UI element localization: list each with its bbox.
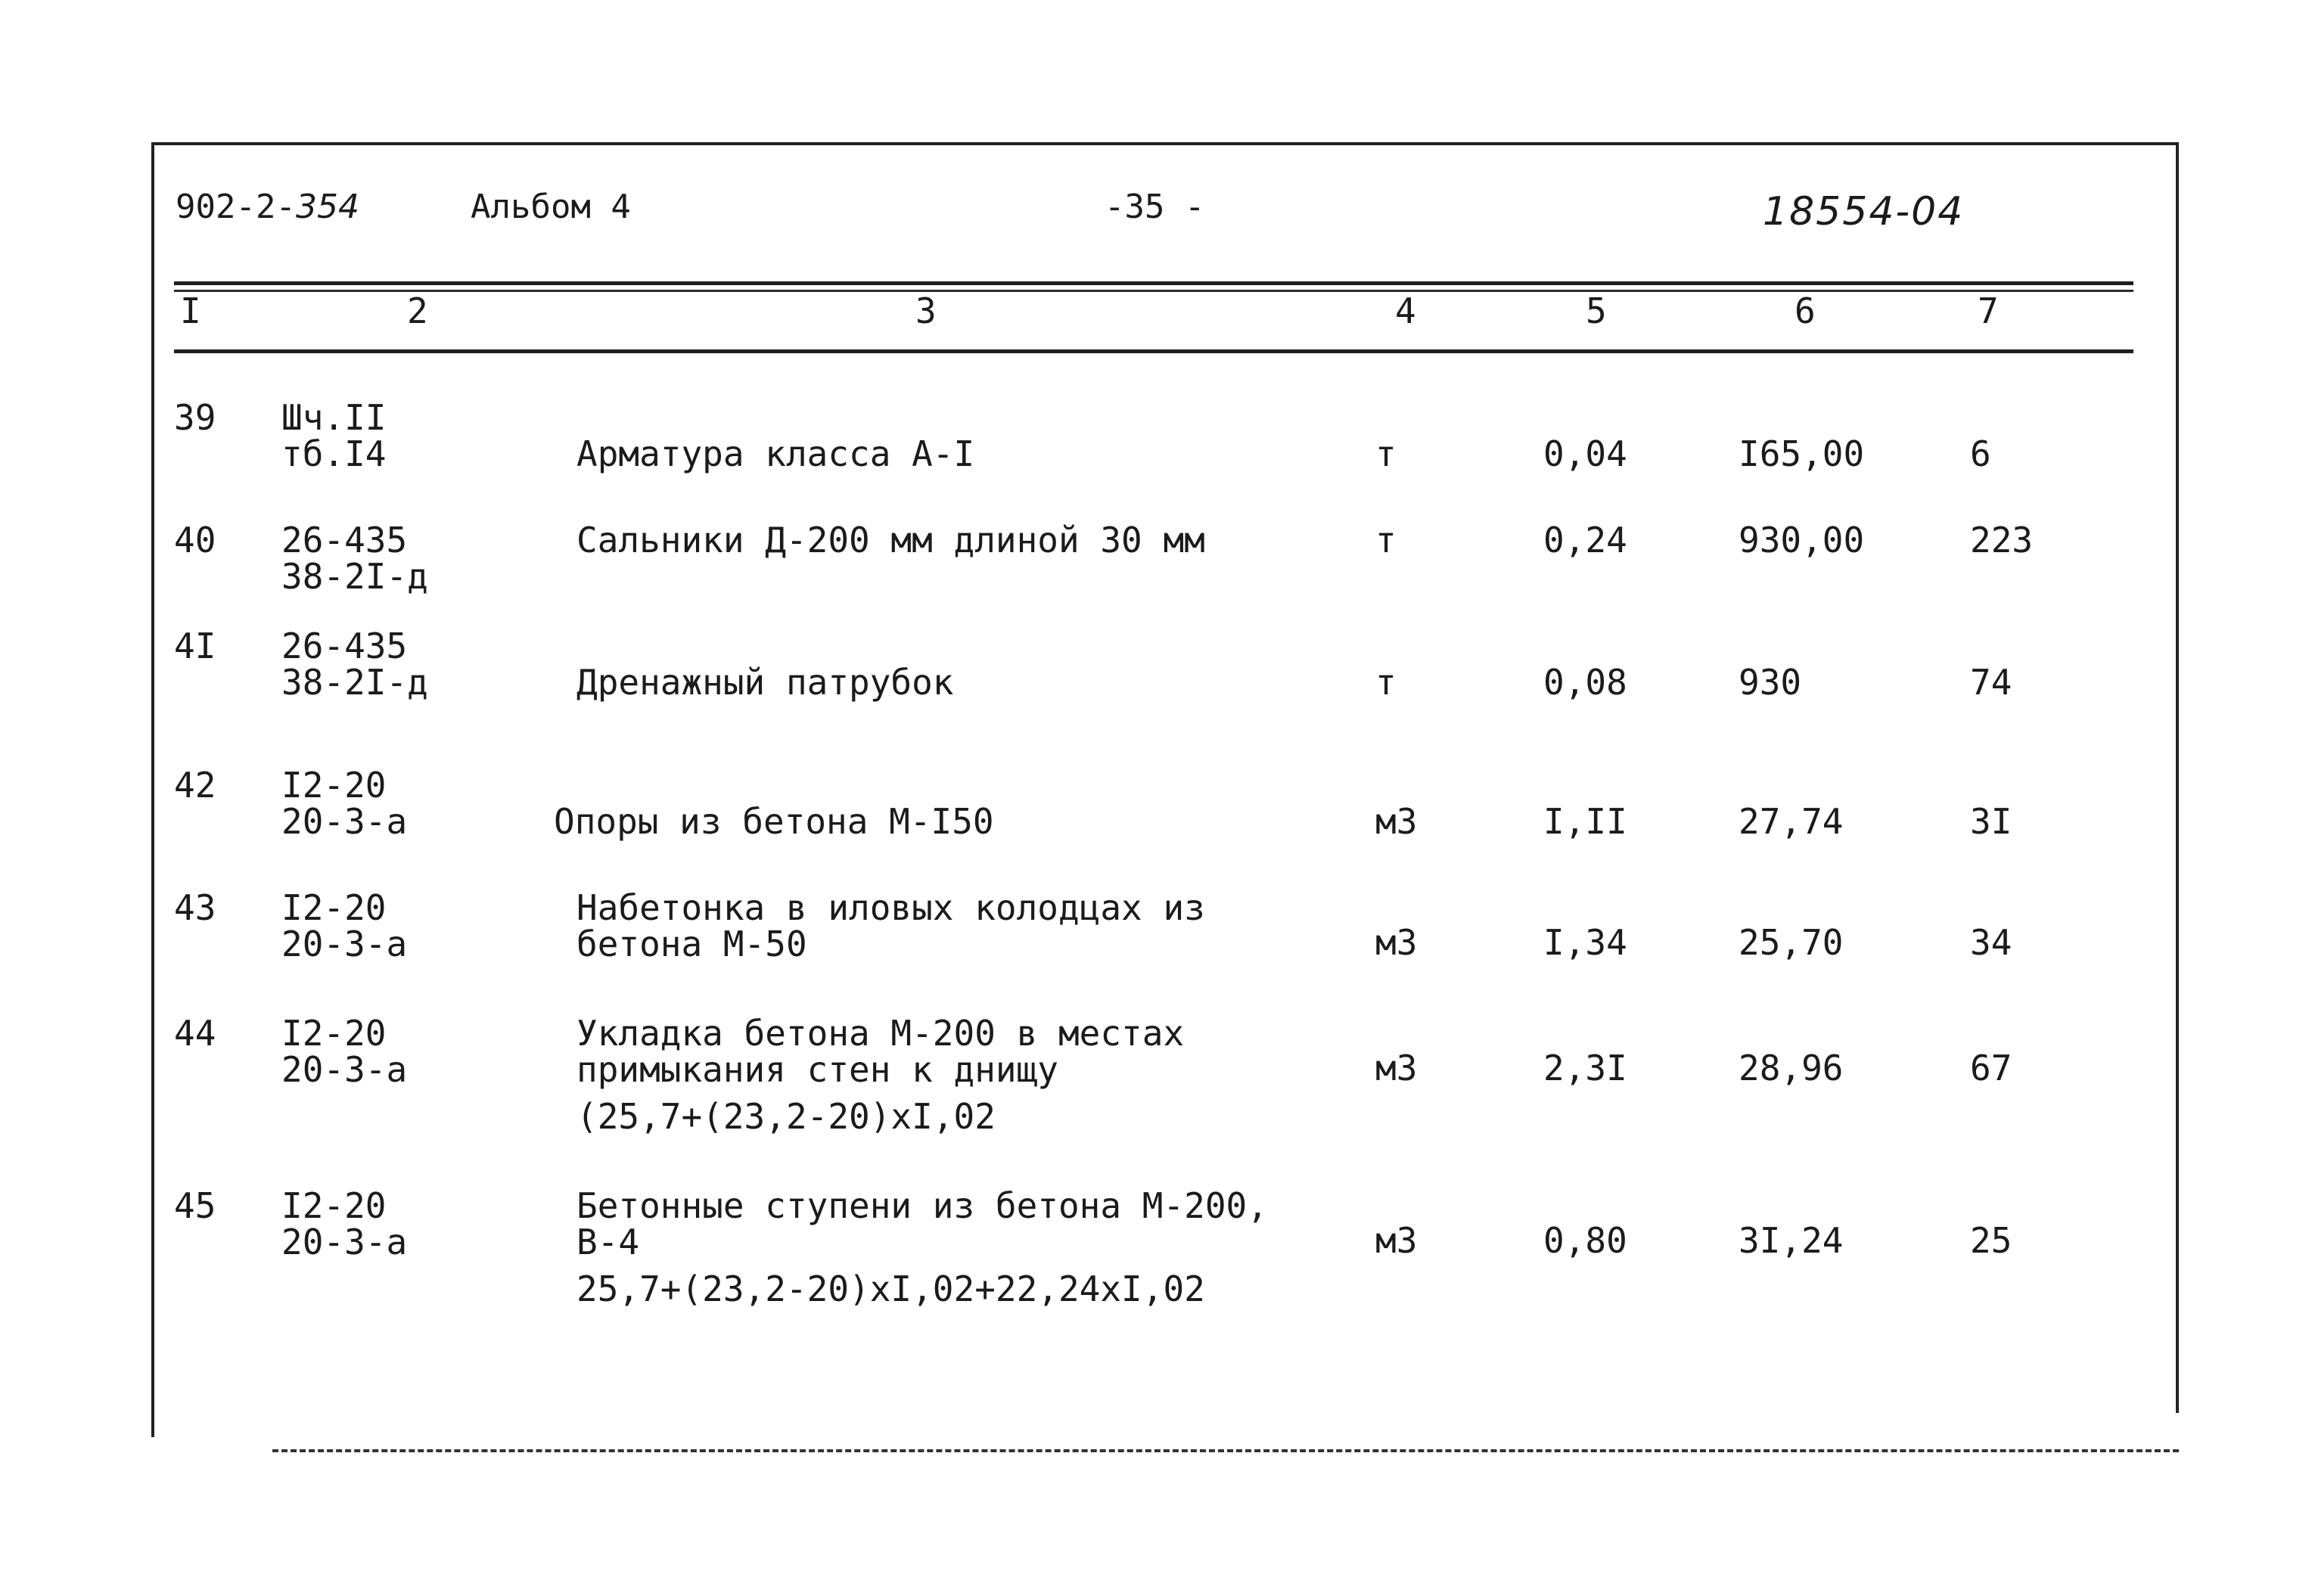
- row-unit: т: [1375, 433, 1397, 474]
- row-reference: [281, 1185, 408, 1262]
- row-reference-line: тб.I4: [281, 433, 387, 474]
- row-unit: м3: [1375, 801, 1418, 842]
- header-rule-top: [174, 281, 2133, 285]
- row-unit: т: [1375, 662, 1397, 703]
- row-total: 34: [1970, 922, 2012, 963]
- row-reference-line: 38-2I-д: [281, 556, 428, 597]
- row-unit: м3: [1375, 922, 1418, 963]
- frame-top-border: [151, 142, 2179, 145]
- row-reference: [281, 767, 407, 840]
- row-description: [576, 1015, 1184, 1088]
- row-quantity: 0,08: [1543, 662, 1627, 703]
- row-unit-price: 3I,24: [1739, 1220, 1844, 1261]
- row-total: 223: [1970, 520, 2034, 560]
- row-unit-price: 25,70: [1739, 922, 1844, 963]
- row-reference-line: 38-2I-д: [281, 662, 428, 703]
- row-reference: [281, 522, 428, 595]
- row-reference: [281, 399, 386, 472]
- column-number-6: 6: [1795, 290, 1816, 331]
- row-total: 74: [1970, 662, 2012, 703]
- row-number: 44: [174, 1013, 216, 1054]
- header-rule-top-inner: [174, 290, 2133, 292]
- row-description-line: примыкания стен к днищу: [576, 1049, 1058, 1090]
- row-unit: м3: [1375, 1048, 1418, 1088]
- column-number-7: 7: [1978, 290, 1999, 331]
- column-number-2: 2: [407, 290, 428, 331]
- row-description-line: Набетонка в иловых колодцах из: [576, 887, 1205, 928]
- row-unit-price: 930,00: [1739, 520, 1865, 560]
- row-description-line: Бетонные ступени из бетона М-200,: [576, 1185, 1268, 1226]
- header-rule-bottom: [174, 349, 2133, 353]
- column-number-5: 5: [1586, 290, 1607, 331]
- row-description: [576, 887, 1205, 964]
- row-description-line: Арматура класса А-I: [576, 433, 975, 474]
- row-reference-line: 20-3-а: [281, 801, 408, 842]
- row-number: 39: [174, 397, 216, 438]
- column-number-1: I: [180, 290, 201, 331]
- row-reference-line: 20-3-а: [281, 1222, 408, 1262]
- row-unit-price: 28,96: [1739, 1048, 1844, 1088]
- row-reference-line: 20-3-а: [281, 924, 408, 964]
- row-unit-price: 930: [1739, 662, 1802, 703]
- row-unit: м3: [1375, 1220, 1418, 1261]
- row-quantity: 0,80: [1543, 1220, 1627, 1261]
- registry-number: 18554-04: [1763, 189, 1965, 234]
- row-reference: [281, 1015, 407, 1088]
- album-label: Альбом 4: [471, 188, 631, 226]
- row-description-line: В-4: [576, 1222, 640, 1262]
- row-description: [554, 803, 994, 840]
- doc-code-handwritten: 354: [295, 188, 359, 226]
- row-number: 42: [174, 765, 216, 806]
- row-number: 45: [174, 1185, 216, 1226]
- row-description-line: Укладка бетона М-200 в местах: [576, 1013, 1185, 1054]
- row-reference-line: I2-20: [281, 1013, 387, 1054]
- row-description-line: бетона М-50: [576, 924, 807, 964]
- frame-right-border: [2176, 142, 2179, 1413]
- row-total: 25: [1970, 1220, 2012, 1261]
- frame-left-border: [151, 142, 154, 1437]
- row-unit-price: I65,00: [1739, 433, 1865, 474]
- row-total: 67: [1970, 1048, 2012, 1088]
- row-quantity: 0,04: [1543, 433, 1627, 474]
- row-reference-line: I2-20: [281, 887, 387, 928]
- row-reference-line: Шч.II: [281, 397, 387, 438]
- column-number-3: 3: [915, 290, 937, 331]
- doc-code-prefix: 902-2-: [176, 188, 296, 226]
- row-description-line: Опоры из бетона М-I50: [554, 801, 994, 842]
- row-reference-line: 26-435: [281, 626, 408, 666]
- page-number: -35 -: [1105, 188, 1205, 226]
- row-quantity: 0,24: [1543, 520, 1627, 560]
- row-description: [576, 662, 954, 703]
- row-description-line: Сальники Д-200 мм длиной 30 мм: [576, 520, 1205, 560]
- row-description: [576, 1185, 1268, 1262]
- row-number: 4I: [174, 626, 216, 666]
- row-reference: [281, 887, 408, 964]
- row-reference-line: I2-20: [281, 1185, 387, 1226]
- row-quantity: I,II: [1543, 801, 1627, 842]
- row-reference: [281, 626, 428, 703]
- row-reference-line: I2-20: [281, 765, 387, 806]
- row-reference-line: 26-435: [281, 520, 408, 560]
- row-description: [576, 522, 1205, 558]
- row-quantity: 2,3I: [1543, 1048, 1627, 1088]
- row-reference-line: 20-3-а: [281, 1049, 408, 1090]
- row-description-line: Дренажный патрубок: [576, 662, 954, 703]
- row-formula: 25,7+(23,2-20)xI,02+22,24xI,02: [576, 1268, 1205, 1309]
- doc-code: [176, 188, 359, 226]
- row-formula: (25,7+(23,2-20)xI,02: [576, 1096, 996, 1137]
- row-description: [576, 433, 975, 474]
- column-number-4: 4: [1395, 290, 1416, 331]
- row-total: 6: [1970, 433, 1991, 474]
- row-unit-price: 27,74: [1739, 801, 1844, 842]
- row-total: 3I: [1970, 801, 2012, 842]
- row-number: 40: [174, 520, 216, 560]
- row-number: 43: [174, 887, 216, 928]
- row-quantity: I,34: [1543, 922, 1627, 963]
- row-unit: т: [1375, 520, 1397, 560]
- frame-bottom-border: [272, 1449, 2179, 1452]
